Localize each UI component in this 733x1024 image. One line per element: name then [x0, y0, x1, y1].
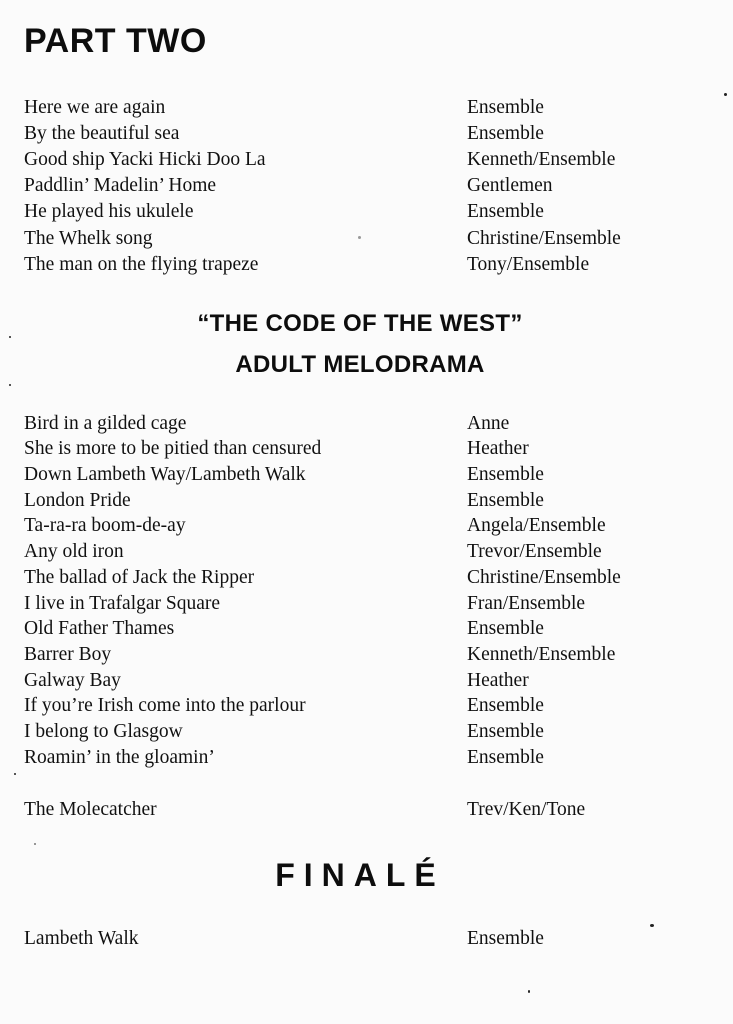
song-title: She is more to be pitied than censured: [24, 438, 322, 459]
programme-row: [0, 488, 733, 514]
song-title: Paddlin’ Madelin’ Home: [24, 175, 217, 196]
performer: Ensemble: [467, 721, 544, 742]
song-title: The Whelk song: [24, 228, 153, 249]
performer: Ensemble: [467, 618, 544, 639]
performer: Kenneth/Ensemble: [467, 644, 616, 665]
programme-row: [0, 591, 733, 617]
song-title: Galway Bay: [24, 670, 121, 691]
finale-heading: FINALÉ: [275, 857, 445, 893]
programme-row: [0, 668, 733, 694]
programme-row: [0, 411, 733, 437]
song-title: Roamin’ in the gloamin’: [24, 747, 215, 768]
programme-row: [0, 642, 733, 668]
programme-row: [0, 797, 733, 823]
programme-row: [0, 745, 733, 771]
song-title: Barrer Boy: [24, 644, 112, 665]
song-title: I belong to Glasgow: [24, 721, 183, 742]
part-two-heading: PART TWO: [24, 22, 207, 60]
song-title: If you’re Irish come into the parlour: [24, 695, 306, 716]
melodrama-title: “THE CODE OF THE WEST”: [197, 310, 523, 337]
song-title: Good ship Yacki Hicki Doo La: [24, 149, 266, 170]
song-title: The ballad of Jack the Ripper: [24, 567, 255, 588]
scan-speck: [9, 336, 11, 338]
song-title: Old Father Thames: [24, 618, 175, 639]
scan-speck: [528, 990, 530, 993]
programme-row: [0, 252, 733, 278]
programme-row: [0, 462, 733, 488]
programme-row: [0, 565, 733, 591]
performer: Ensemble: [467, 97, 544, 118]
song-title: Lambeth Walk: [24, 928, 139, 949]
performer: Trevor/Ensemble: [467, 541, 602, 562]
performer: Ensemble: [467, 747, 544, 768]
song-title: Any old iron: [24, 541, 124, 562]
song-title: The Molecatcher: [24, 799, 157, 820]
performer: Christine/Ensemble: [467, 567, 621, 588]
performer: Ensemble: [467, 201, 544, 222]
programme-row: [0, 173, 733, 199]
scan-speck: [14, 773, 16, 775]
song-title: London Pride: [24, 490, 131, 511]
scan-speck: [34, 843, 36, 845]
performer: Gentlemen: [467, 175, 553, 196]
performer: Kenneth/Ensemble: [467, 149, 616, 170]
song-title: I live in Trafalgar Square: [24, 593, 221, 614]
programme-row: [0, 199, 733, 225]
song-title: Bird in a gilded cage: [24, 413, 187, 434]
scan-speck: [9, 384, 11, 386]
programme-row: [0, 95, 733, 121]
scan-speck: [358, 236, 361, 239]
programme-row: [0, 513, 733, 539]
performer: Ensemble: [467, 928, 544, 949]
performer: Fran/Ensemble: [467, 593, 586, 614]
song-title: The man on the flying trapeze: [24, 254, 259, 275]
performer: Heather: [467, 438, 529, 459]
performer: Christine/Ensemble: [467, 228, 621, 249]
melodrama-subtitle: ADULT MELODRAMA: [235, 351, 485, 378]
performer: Heather: [467, 670, 529, 691]
performer: Tony/Ensemble: [467, 254, 590, 275]
programme-row: [0, 693, 733, 719]
programme-row: [0, 539, 733, 565]
programme-row: [0, 436, 733, 462]
programme-row: [0, 926, 733, 952]
performer: Anne: [467, 413, 510, 434]
performer: Angela/Ensemble: [467, 515, 606, 536]
song-title: By the beautiful sea: [24, 123, 180, 144]
programme-row: [0, 147, 733, 173]
performer: Ensemble: [467, 490, 544, 511]
programme-row: [0, 121, 733, 147]
song-title: Ta-ra-ra boom-de-ay: [24, 515, 186, 536]
performer: Ensemble: [467, 123, 544, 144]
performer: Ensemble: [467, 464, 544, 485]
song-title: Down Lambeth Way/Lambeth Walk: [24, 464, 306, 485]
programme-row: [0, 616, 733, 642]
performer: Trev/Ken/Tone: [467, 799, 586, 820]
programme-row: [0, 719, 733, 745]
song-title: He played his ukulele: [24, 201, 194, 222]
scan-speck: [650, 924, 654, 927]
programme-row: [0, 226, 733, 252]
song-title: Here we are again: [24, 97, 166, 118]
scan-speck: [724, 93, 727, 96]
performer: Ensemble: [467, 695, 544, 716]
